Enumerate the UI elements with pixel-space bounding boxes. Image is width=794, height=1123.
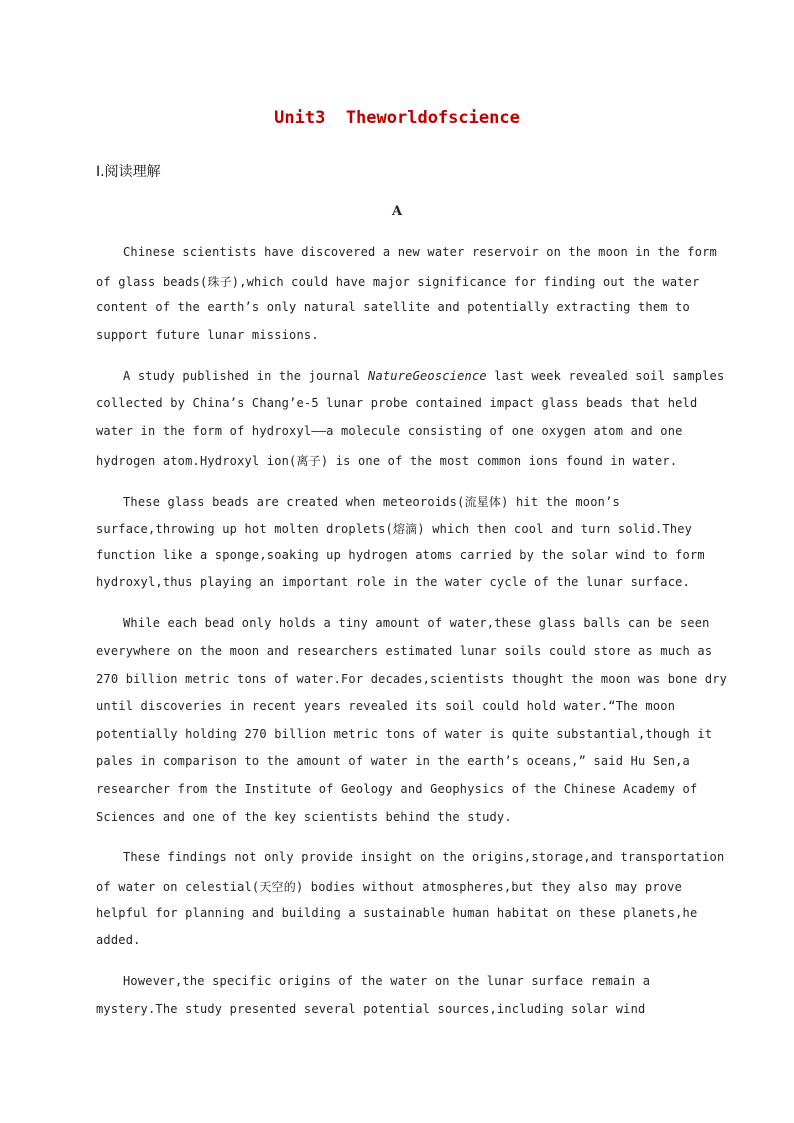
section-heading: Ⅰ.阅读理解 bbox=[96, 164, 161, 180]
p4-line-3: 270 billion metric tons of water.For decades,scientists thought the moon was bone dry bbox=[96, 672, 728, 686]
p4-line-8: Sciences and one of the key scientists behind the study. bbox=[96, 810, 512, 824]
p4-line-1: While each bead only holds a tiny amount of water,these glass balls can be seen bbox=[123, 616, 710, 630]
p2-line-2: collected by China’s Chang’e-5 lunar probe contained impact glass beads that held bbox=[96, 396, 698, 410]
p1-line-4: support future lunar missions. bbox=[96, 328, 319, 342]
p4-line-2: everywhere on the moon and researchers estimated lunar soils could store as much as bbox=[96, 644, 713, 658]
p6-line-1: However,the specific origins of the water on the lunar surface remain a bbox=[123, 974, 651, 988]
unit-title: Unit3 Theworldofscience bbox=[274, 108, 520, 128]
p1-line-3: content of the earth’s only natural satellite and potentially extracting them to bbox=[96, 300, 690, 314]
p3-line-4: hydroxyl,thus playing an important role in the water cycle of the lunar surface. bbox=[96, 575, 690, 589]
p2-line-1-pre: A study published in the journal bbox=[123, 369, 369, 383]
p4-line-4: until discoveries in recent years revealed its soil could hold water.“The moon bbox=[96, 699, 676, 713]
p5-line-3: helpful for planning and building a sustainable human habitat on these planets,he bbox=[96, 906, 698, 920]
p3-line-2: surface,throwing up hot molten droplets(熔滴) which then cool and turn solid.They bbox=[96, 522, 693, 536]
p2-line-4: hydrogen atom.Hydroxyl ion(离子) is one of the most common ions found in water. bbox=[96, 454, 678, 468]
p3-line-3: function like a sponge,soaking up hydrogen atoms carried by the solar wind to form bbox=[96, 548, 705, 562]
passage-label: A bbox=[391, 204, 403, 219]
p1-line-2: of glass beads(珠子),which could have major significance for finding out the water bbox=[96, 275, 700, 289]
p3-line-1: These glass beads are created when meteoroids(流星体) hit the moon’s bbox=[123, 495, 620, 509]
p2-line-1-post: last week revealed soil samples bbox=[486, 369, 725, 383]
p2-line-3: water in the form of hydroxyl——a molecule consisting of one oxygen atom and one bbox=[96, 424, 683, 438]
p6-line-2: mystery.The study presented several potential sources,including solar wind bbox=[96, 1002, 646, 1016]
p5-line-2: of water on celestial(天空的) bodies without atmospheres,but they also may prove bbox=[96, 880, 683, 894]
p5-line-4: added. bbox=[96, 933, 141, 947]
p2-line-1 bbox=[123, 369, 724, 383]
journal-name: NatureGeoscience bbox=[368, 369, 487, 383]
p5-line-1: These findings not only provide insight on the origins,storage,and transportation bbox=[123, 850, 725, 864]
p4-line-7: researcher from the Institute of Geology and Geophysics of the Chinese Academy of bbox=[96, 782, 698, 796]
p4-line-6: pales in comparison to the amount of water in the earth’s oceans,” said Hu Sen,a bbox=[96, 754, 690, 768]
p1-line-1: Chinese scientists have discovered a new water reservoir on the moon in the form bbox=[123, 245, 717, 259]
p4-line-5: potentially holding 270 billion metric tons of water is quite substantial,though it bbox=[96, 727, 713, 741]
